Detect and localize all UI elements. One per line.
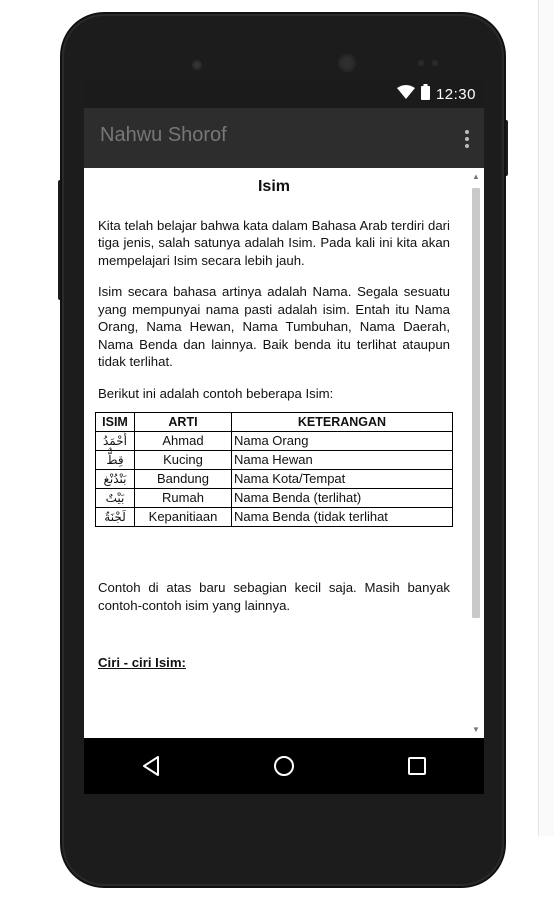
phone-sensor (432, 60, 438, 66)
table-cell-arti: Kepanitiaan (135, 508, 232, 527)
battery-icon (421, 84, 430, 105)
table-header: ISIM (96, 413, 135, 432)
scroll-up-arrow-icon[interactable]: ▲ (472, 172, 480, 181)
wifi-icon (397, 85, 415, 104)
status-time: 12:30 (435, 86, 476, 103)
table-row (96, 432, 453, 451)
table-cell-keterangan: Nama Hewan (232, 451, 453, 470)
table-cell-arti: Ahmad (135, 432, 232, 451)
table-cell-arti: Bandung (135, 470, 232, 489)
table-header: KETERANGAN (232, 413, 453, 432)
home-button[interactable] (254, 738, 314, 794)
vertical-scrollbar[interactable] (471, 172, 481, 734)
table-cell-keterangan: Nama Benda (terlihat) (232, 489, 453, 508)
table-row (96, 451, 453, 470)
article-paragraph: Kita telah belajar bahwa kata dalam Bahasa Arab terdiri dari tiga jenis, salah satunya adalah Isim. Pada kali ini kita akan mempelajari Isim secara lebih jauh. (98, 217, 450, 268)
article-title: Isim (257, 178, 290, 195)
status-bar (84, 80, 484, 108)
scrollbar-thumb[interactable] (472, 188, 480, 618)
section-heading: Ciri - ciri Isim: (98, 655, 186, 670)
recents-button[interactable] (387, 738, 447, 794)
table-header: ARTI (135, 413, 232, 432)
app-bar (84, 108, 484, 168)
article-paragraph: Berikut ini adalah contoh beberapa Isim: (98, 385, 334, 401)
app-title: Nahwu Shorof (100, 124, 227, 146)
table-cell-keterangan: Nama Kota/Tempat (232, 470, 453, 489)
table-cell-isim: بَيْتٌ (96, 489, 135, 508)
article-paragraph: Isim secara bahasa artinya adalah Nama. Segala sesuatu yang mempunyai nama pasti adalah isim. Entah itu Nama Orang, Nama Hewan, Nama Tumbuhan, Nama Daerah, Nama Benda dan lainnya. Baik benda itu terlihat ataupun tidak terlihat. (98, 284, 450, 369)
home-icon (273, 755, 295, 777)
table-cell-isim: لَجْنَةٌ (96, 508, 135, 527)
table-row (96, 508, 453, 527)
table-cell-arti: Kucing (135, 451, 232, 470)
table-header-row (96, 413, 453, 432)
article-paragraph: Contoh di atas baru sebagian kecil saja. Masih banyak contoh-contoh isim yang lainnya. (98, 580, 450, 613)
back-icon (141, 755, 161, 777)
table-row (96, 470, 453, 489)
table-cell-isim: بَنْدُنْغ (96, 470, 135, 489)
overflow-menu-icon[interactable] (464, 130, 470, 150)
table-cell-arti: Rumah (135, 489, 232, 508)
phone-screen (84, 80, 484, 794)
navigation-bar (84, 738, 484, 794)
phone-sensor (418, 60, 424, 66)
table-row (96, 489, 453, 508)
table-cell-keterangan: Nama Orang (232, 432, 453, 451)
recents-icon (407, 756, 427, 776)
table-cell-isim: أَحْمَدُ (96, 432, 135, 451)
article-body (98, 168, 450, 686)
phone-earpiece (192, 60, 202, 70)
status-icons (397, 84, 476, 105)
front-camera (338, 54, 356, 72)
article-content[interactable] (84, 168, 484, 738)
back-button[interactable] (121, 738, 181, 794)
isim-table (95, 412, 453, 527)
table-cell-isim: قِطٌّ (96, 451, 135, 470)
table-cell-keterangan: Nama Benda (tidak terlihat (232, 508, 453, 527)
scroll-down-arrow-icon[interactable]: ▼ (472, 725, 480, 734)
background-panel-edge (538, 0, 554, 836)
